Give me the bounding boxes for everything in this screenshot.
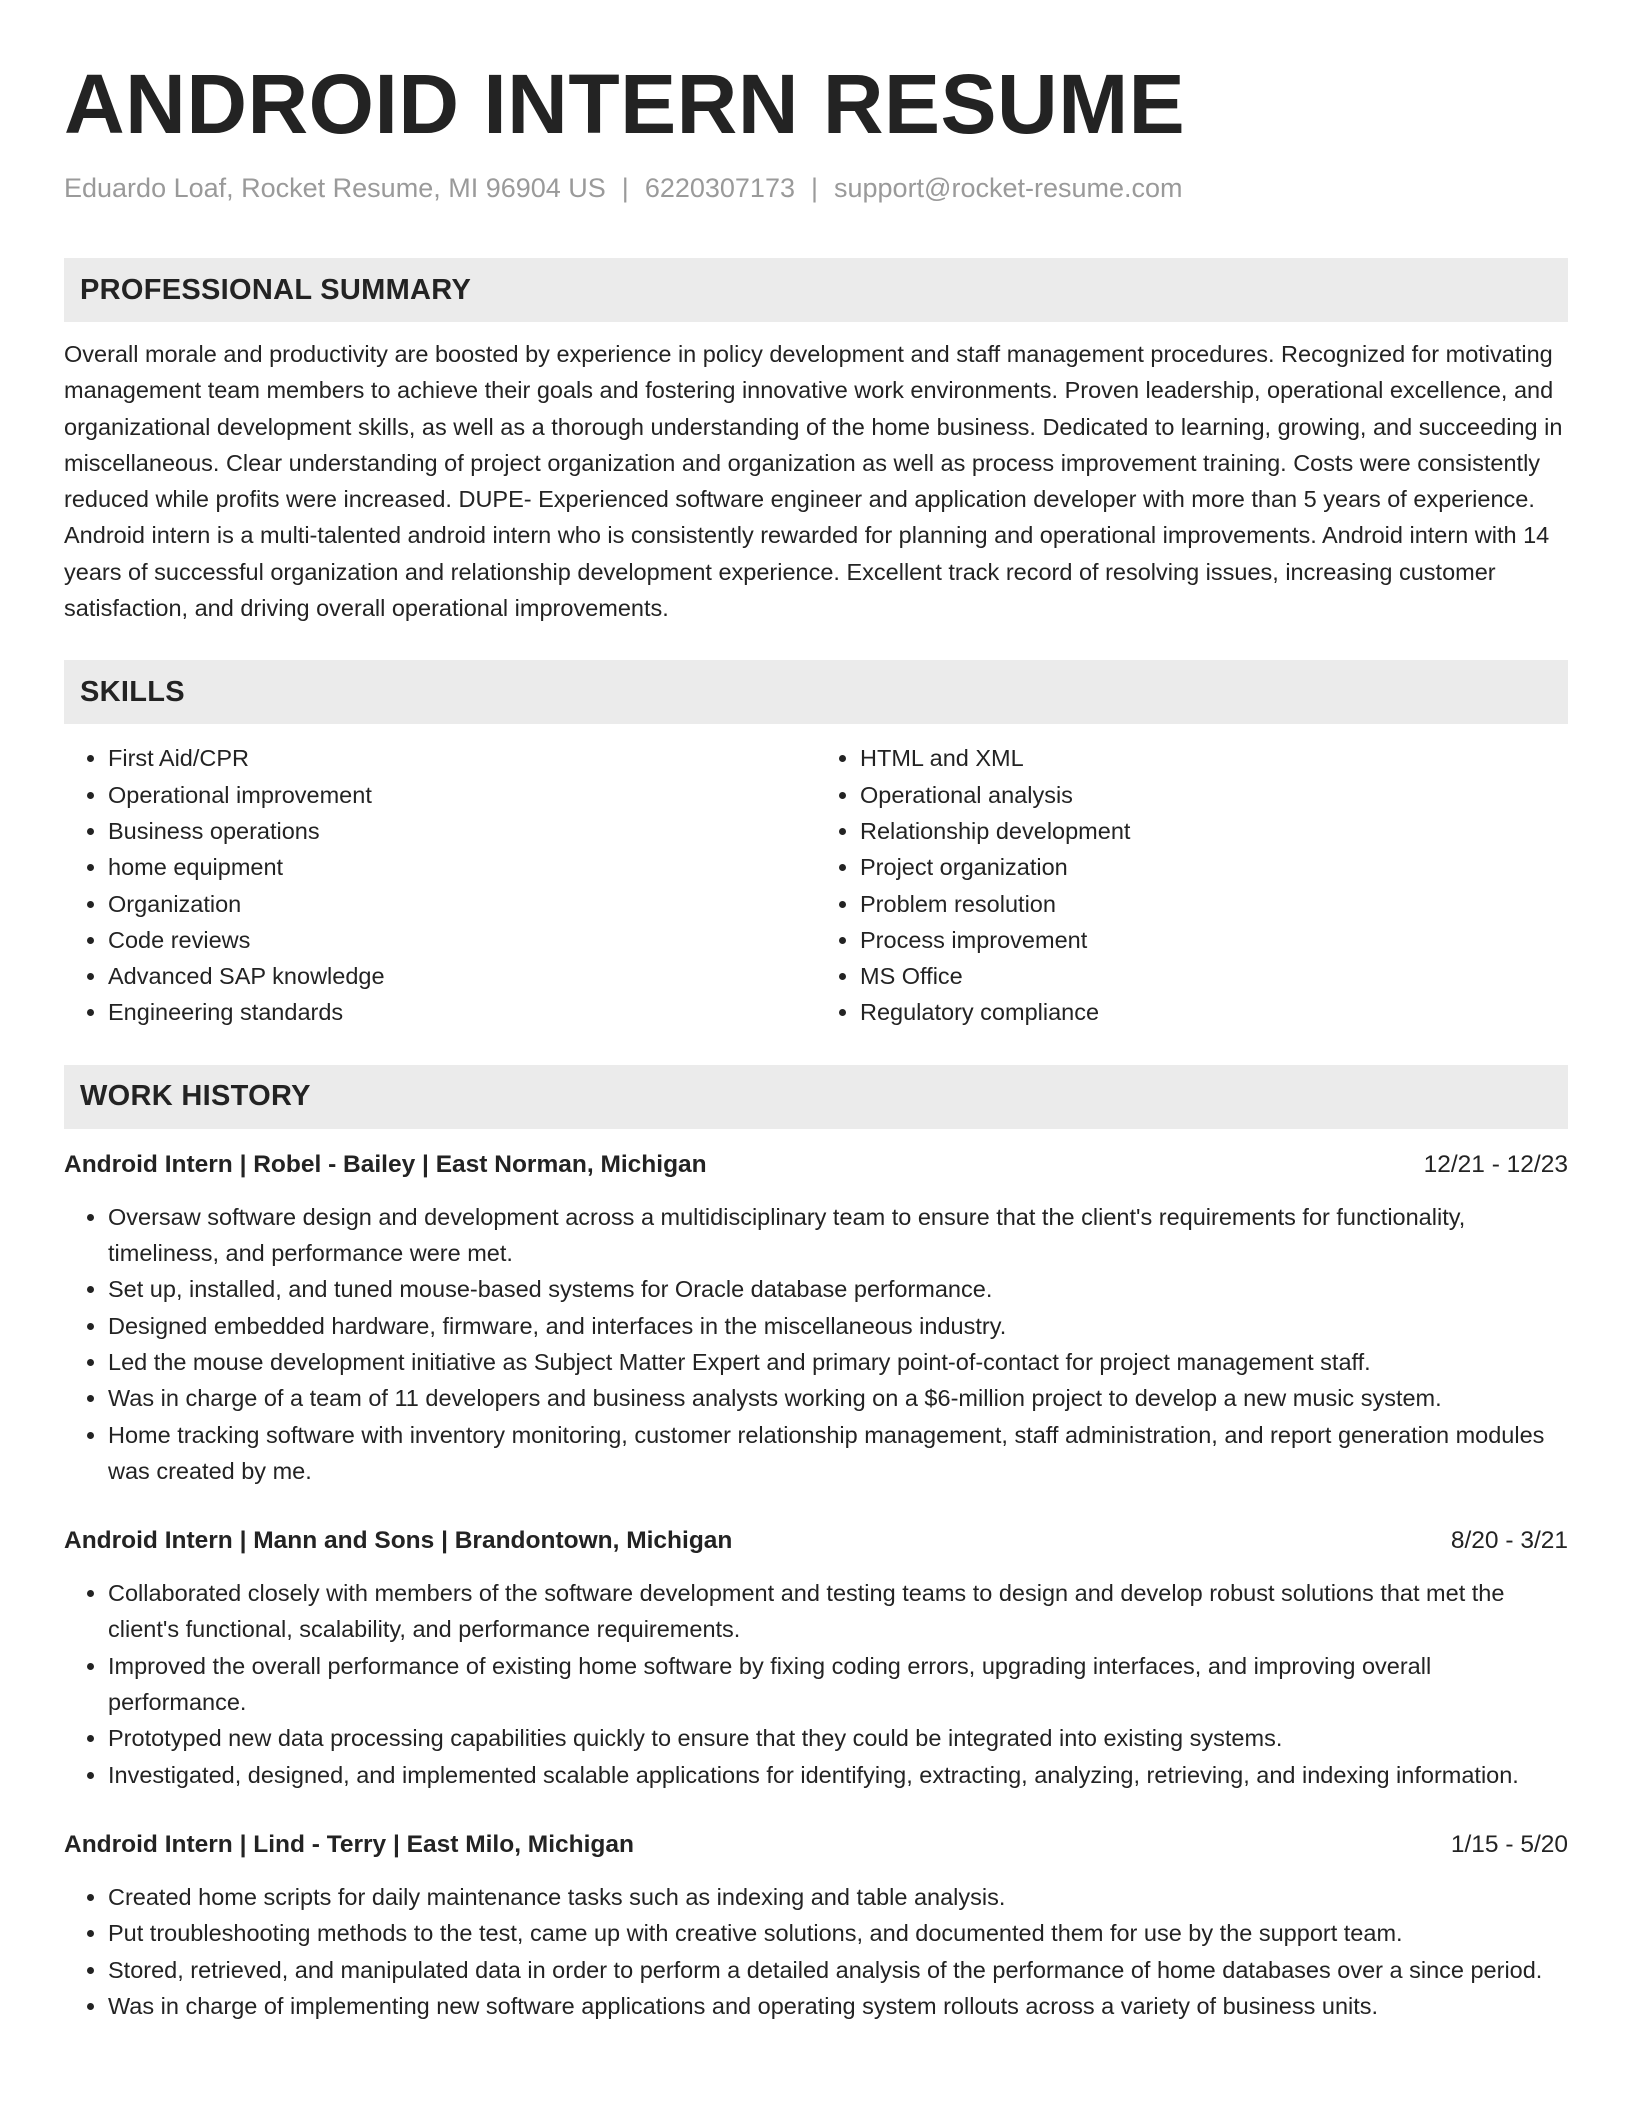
skill-item: • Project organization bbox=[860, 849, 1568, 885]
skill-item: • Operational analysis bbox=[860, 777, 1568, 813]
job-bullets bbox=[64, 1199, 1568, 1489]
job-dates: 12/21 - 12/23 bbox=[1423, 1150, 1568, 1178]
job-dates: 8/20 - 3/21 bbox=[1450, 1527, 1568, 1555]
job-title: Android Intern | Robel - Bailey | East Norman, Michigan bbox=[64, 1150, 707, 1178]
skill-item: • Problem resolution bbox=[860, 886, 1568, 922]
job-header bbox=[64, 1827, 1568, 1863]
contact-separator: | bbox=[621, 173, 629, 203]
skills-heading: SKILLS bbox=[64, 660, 1568, 724]
job-bullet: • Stored, retrieved, and manipulated data in order to perform a detailed analysis of the performance of home databases over a since period. bbox=[108, 1952, 1568, 1988]
job-header bbox=[64, 1147, 1568, 1183]
skill-item: • Business operations bbox=[108, 813, 816, 849]
job-bullet: • Prototyped new data processing capabilities quickly to ensure that they could be integrated into existing systems. bbox=[108, 1720, 1568, 1756]
job-title: Android Intern | Mann and Sons | Brandontown, Michigan bbox=[64, 1527, 733, 1555]
job-bullet: • Oversaw software design and development across a multidisciplinary team to ensure that the client's requirements for functionality, timeliness, and performance were met. bbox=[108, 1199, 1568, 1272]
job-bullet: • Put troubleshooting methods to the test, came up with creative solutions, and documented them for use by the support team. bbox=[108, 1915, 1568, 1951]
skills-column-right bbox=[816, 740, 1568, 1030]
job-bullet: • Created home scripts for daily maintenance tasks such as indexing and table analysis. bbox=[108, 1879, 1568, 1915]
work-history-heading: WORK HISTORY bbox=[64, 1065, 1568, 1129]
job-header bbox=[64, 1523, 1568, 1559]
skill-item: • Regulatory compliance bbox=[860, 994, 1568, 1030]
job-bullet: • Was in charge of implementing new software applications and operating system rollouts across a variety of business units. bbox=[108, 1988, 1568, 2024]
job-bullet: • Investigated, designed, and implemented scalable applications for identifying, extracting, analyzing, retrieving, and indexing information. bbox=[108, 1757, 1568, 1793]
skill-item: • Organization bbox=[108, 886, 816, 922]
job-dates: 1/15 - 5/20 bbox=[1450, 1830, 1568, 1858]
job-title: Android Intern | Lind - Terry | East Milo, Michigan bbox=[64, 1830, 634, 1858]
skill-item: • Code reviews bbox=[108, 922, 816, 958]
job-bullet: • Led the mouse development initiative as Subject Matter Expert and primary point-of-contact for project management staff. bbox=[108, 1344, 1568, 1380]
job-bullet: • Set up, installed, and tuned mouse-based systems for Oracle database performance. bbox=[108, 1271, 1568, 1307]
skill-item: • Relationship development bbox=[860, 813, 1568, 849]
skill-item: • First Aid/CPR bbox=[108, 740, 816, 776]
job-entry bbox=[64, 1827, 1568, 2024]
skill-item: • MS Office bbox=[860, 958, 1568, 994]
contact-address: Eduardo Loaf, Rocket Resume, MI 96904 US bbox=[64, 173, 606, 203]
skill-item: • Process improvement bbox=[860, 922, 1568, 958]
job-bullet: • Was in charge of a team of 11 developers and business analysts working on a $6-million project to develop a new music system. bbox=[108, 1380, 1568, 1416]
skills-list bbox=[64, 740, 1568, 1030]
job-bullet: • Collaborated closely with members of the software development and testing teams to design and develop robust solutions that met the client's functional, scalability, and performance requirements. bbox=[108, 1575, 1568, 1648]
skills-column-left bbox=[64, 740, 816, 1030]
skill-item: • Advanced SAP knowledge bbox=[108, 958, 816, 994]
summary-heading: PROFESSIONAL SUMMARY bbox=[64, 258, 1568, 322]
resume-title: ANDROID INTERN RESUME bbox=[64, 57, 1186, 151]
job-bullets bbox=[64, 1879, 1568, 2024]
contact-phone: 6220307173 bbox=[644, 173, 795, 203]
job-entry bbox=[64, 1147, 1568, 1489]
job-entry bbox=[64, 1523, 1568, 1793]
contact-separator: | bbox=[810, 173, 818, 203]
job-bullets bbox=[64, 1575, 1568, 1793]
job-bullet: • Home tracking software with inventory monitoring, customer relationship management, staff administration, and report generation modules was created by me. bbox=[108, 1417, 1568, 1490]
skill-item: • Operational improvement bbox=[108, 777, 816, 813]
skill-item: • home equipment bbox=[108, 849, 816, 885]
contact-email: support@rocket-resume.com bbox=[834, 173, 1183, 203]
job-bullet: • Designed embedded hardware, firmware, and interfaces in the miscellaneous industry. bbox=[108, 1308, 1568, 1344]
contact-line bbox=[64, 170, 1568, 206]
summary-text: Overall morale and productivity are boosted by experience in policy development and staff management procedures. Recognized for motivating management team members to achieve their goals and fostering innovative work environments. Proven leadership, operational excellence, and organizational development skills, as well as a thorough understanding of the home business. Dedicated to learning, growing, and succeeding in miscellaneous. Clear understanding of project organization and organization as well as process improvement training. Costs were consistently reduced while profits were increased. DUPE- Experienced software engineer and application developer with more than 5 years of experience. Android intern is a multi-talented android intern who is consistently rewarded for planning and operational improvements. Android intern with 14 years of successful organization and relationship development experience. Excellent track record of resolving issues, increasing customer satisfaction, and driving overall operational improvements. bbox=[64, 341, 1563, 622]
skill-item: • HTML and XML bbox=[860, 740, 1568, 776]
skill-item: • Engineering standards bbox=[108, 994, 816, 1030]
job-bullet: • Improved the overall performance of existing home software by fixing coding errors, upgrading interfaces, and improving overall performance. bbox=[108, 1648, 1568, 1721]
